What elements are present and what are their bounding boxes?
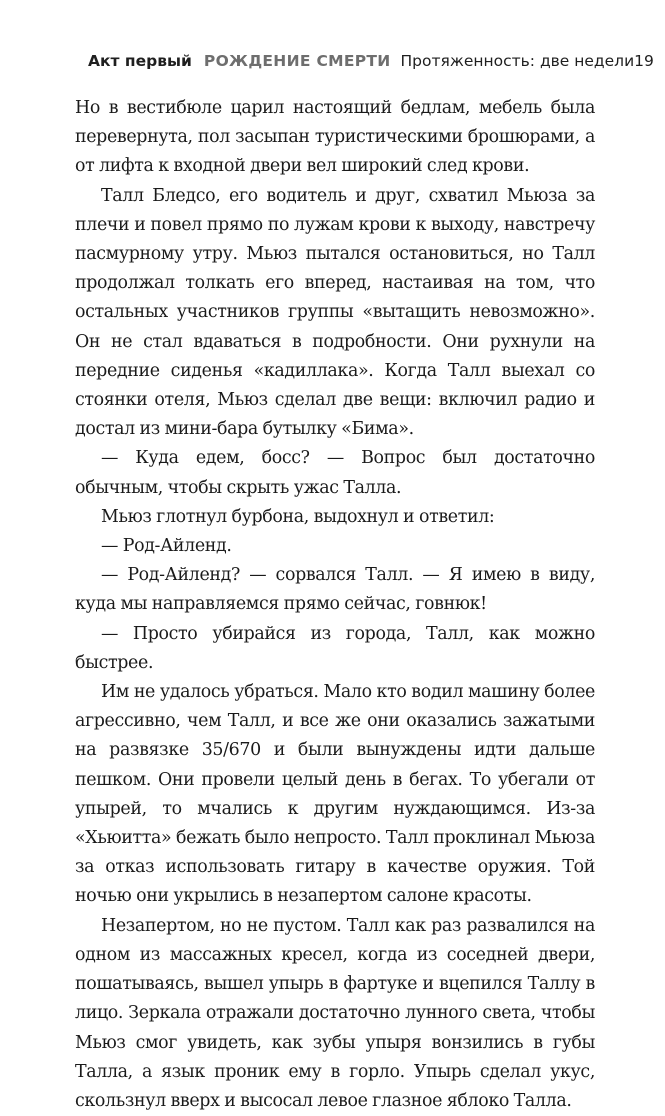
header-subtitle: Протяженность: две недели (400, 52, 635, 70)
body-text (75, 94, 595, 1116)
paragraph: Незапертом, но не пустом. Талл как раз развалился на одном из массажных кресел, когда из соседней двери, пошатываясь, вышел упырь в фартуке и вцепился Таллу в лицо. Зеркала отражали достаточно лунного света, чтобы Мьюз смог увидеть, как зубы упыря вонзились в губы Талла, а язык проник ему в горло. Упырь сделал укус, скользнул вверх и высосал левое глазное яблоко Талла. (75, 915, 595, 1111)
header-act: Акт первый (88, 52, 192, 70)
paragraph: — Куда едем, босс? — Вопрос был достаточно обычным, чтобы скрыть ужас Талла. (75, 448, 595, 498)
paragraph: Но в вестибюле царил настоящий бедлам, мебель была перевернута, пол засыпан туристическими брошюрами, а от лифта к входной двери вел широкий след крови. (75, 98, 595, 177)
paragraph: — Род-Айленд? — сорвался Талл. — Я имею в виду, куда мы направляемся прямо сейчас, говнюк! (75, 565, 595, 615)
header-title: РОЖДЕНИЕ СМЕРТИ (203, 52, 391, 70)
paragraph: Им не удалось убраться. Мало кто водил машину более агрессивно, чем Талл, и все же они оказались зажатыми на развязке 35/670 и были вынуждены идти дальше пешком. Они провели целый день в бегах. То убегали от упырей, то мчались к другим нуждающимся. Из-за «Хьюитта» бежать было непросто. Талл проклинал Мьюза за отказ использовать гитару в качестве оружия. Той ночью они укрылись в незапертом салоне красоты. (75, 682, 595, 907)
paragraph: — Просто убирайся из города, Талл, как можно быстрее. (75, 623, 595, 673)
page-number: 19 (634, 52, 654, 70)
paragraph: — Род-Айленд. (101, 536, 232, 557)
paragraph: Мьюз глотнул бурбона, выдохнул и ответил: (101, 506, 495, 527)
running-header (88, 52, 654, 74)
paragraph: Талл Бледсо, его водитель и друг, схватил Мьюза за плечи и повел прямо по лужам крови к выходу, навстречу пасмурному утру. Мьюз пытался остановиться, но Талл продолжал толкать его вперед, настаивая на том, что остальных участников группы «вытащить невозможно». Он не стал вдаваться в подробности. Они рухнули на передние сиденья «кадиллака». Когда Талл выехал со стоянки отеля, Мьюз сделал две вещи: включил радио и достал из мини-бара бутылку «Бима». (75, 185, 595, 440)
